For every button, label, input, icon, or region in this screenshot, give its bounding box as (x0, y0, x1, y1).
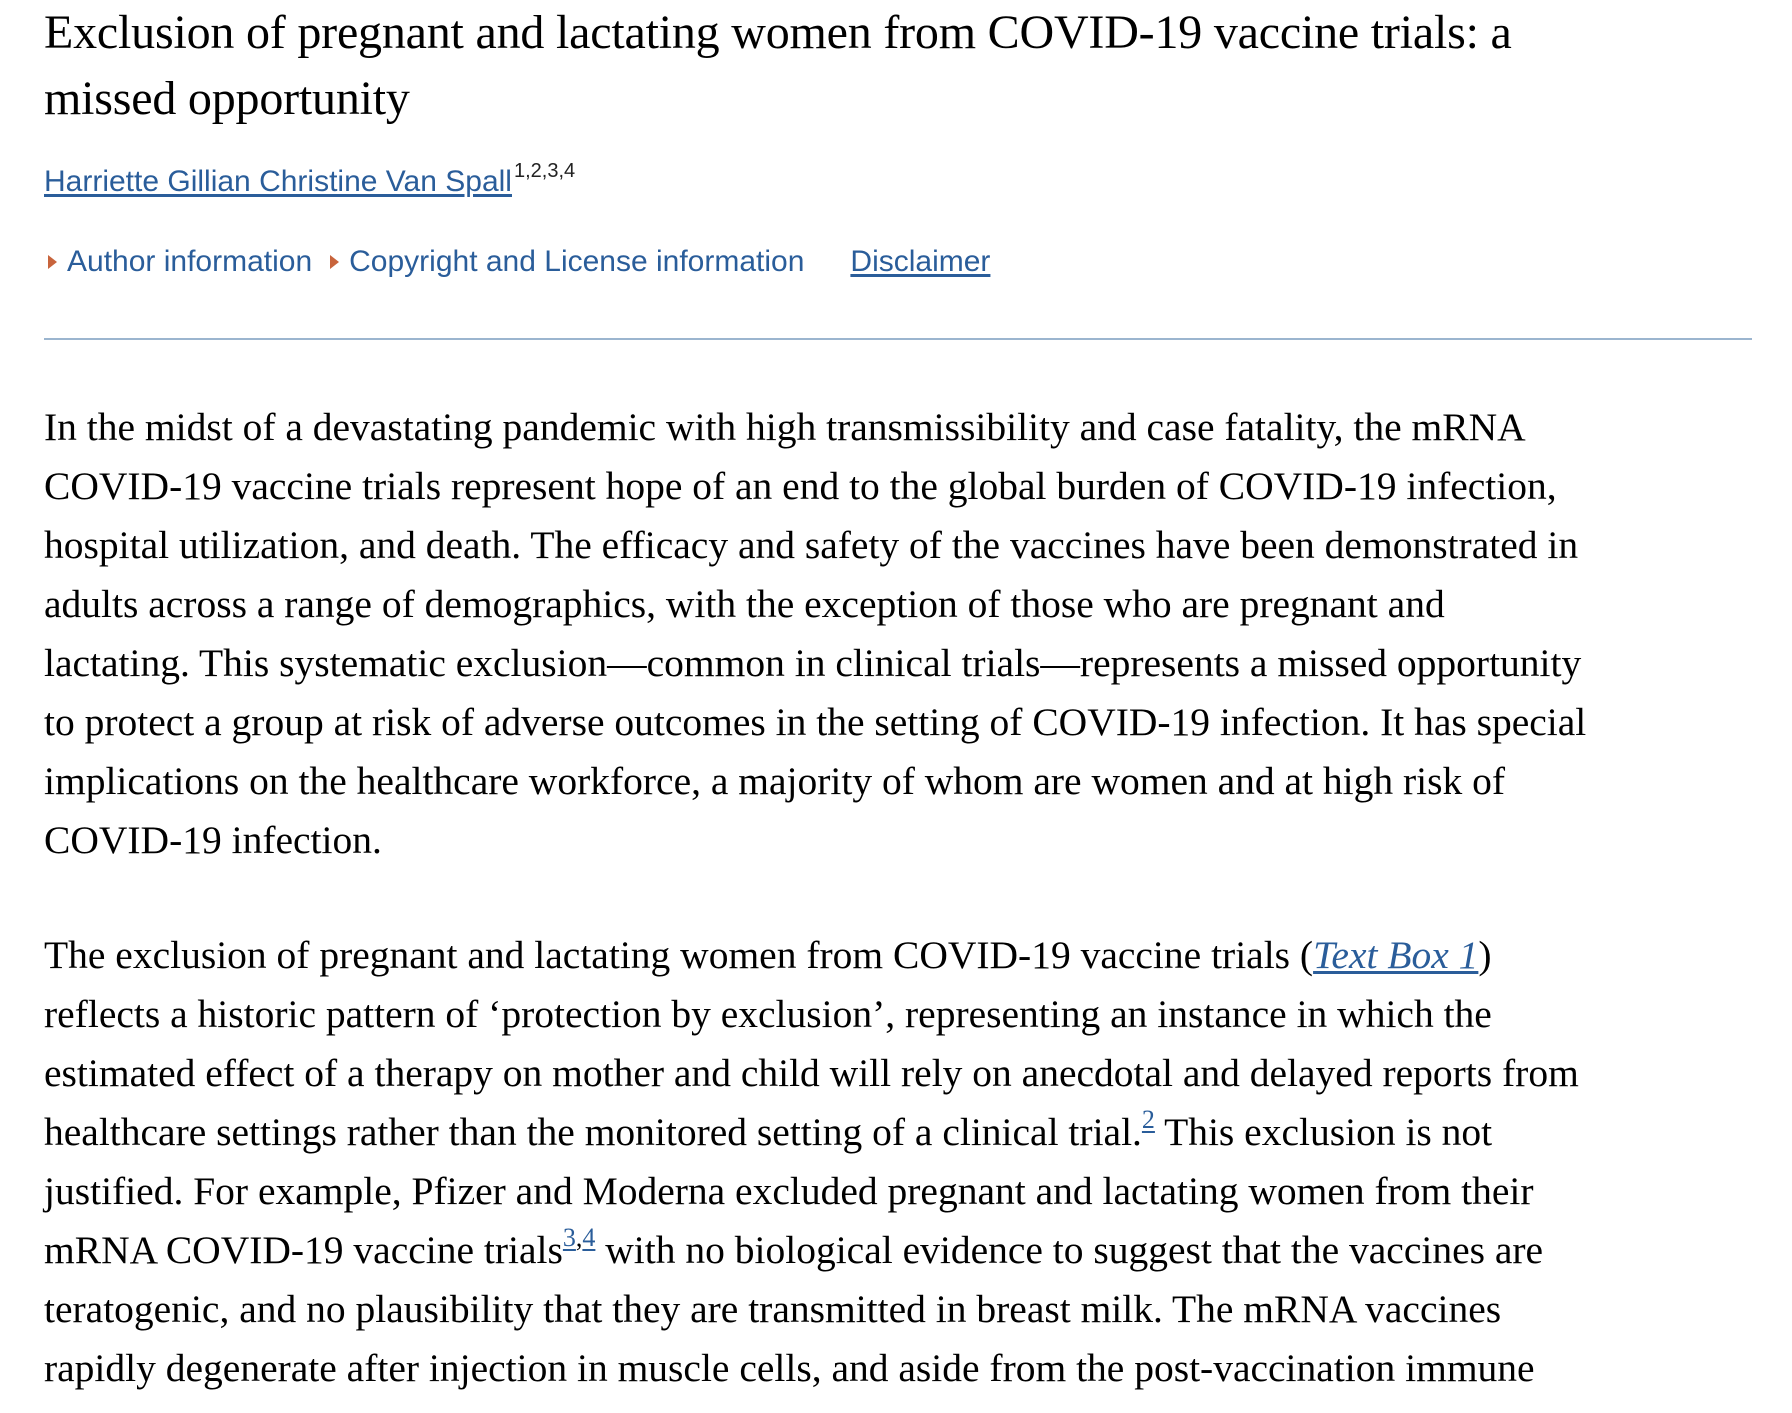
caret-right-icon (330, 255, 339, 269)
article-info-row (44, 242, 1752, 282)
paragraph-line: lactating. This systematic exclusion—common in clinical trials—represents a missed opportunity (44, 641, 1582, 685)
caret-right-icon (48, 255, 57, 269)
paragraph-line: to protect a group at risk of adverse outcomes in the setting of COVID-19 infection. It has special (44, 700, 1587, 744)
paragraph-line (44, 1103, 1752, 1162)
paragraph-line: adults across a range of demographics, with the exception of those who are pregnant and (44, 582, 1445, 626)
paragraph-line (44, 926, 1752, 985)
body-paragraph-2 (44, 926, 1752, 1398)
author-information-toggle[interactable] (44, 242, 312, 282)
disclaimer-link[interactable]: Disclaimer (850, 245, 991, 278)
author-affiliations: 1,2,3,4 (513, 160, 576, 182)
paragraph-line: hospital utilization, and death. The efficacy and safety of the vaccines have been demonstrated in (44, 523, 1579, 567)
article-page (44, 0, 1752, 1398)
paragraph-line: teratogenic, and no plausibility that they are transmitted in breast milk. The mRNA vaccines (44, 1287, 1502, 1331)
article-title (44, 0, 1752, 132)
reference-link-2[interactable]: 2 (1141, 1105, 1155, 1134)
reference-link-3[interactable]: 3 (562, 1223, 576, 1252)
paragraph-line (44, 1221, 1752, 1280)
author-information-label: Author information (67, 245, 313, 278)
author-link[interactable]: Harriette Gillian Christine Van Spall (44, 165, 512, 198)
copyright-license-label: Copyright and License information (349, 245, 805, 278)
paragraph-text: This exclusion is not (1154, 1110, 1493, 1154)
article-title-line-1: Exclusion of pregnant and lactating women from COVID-19 vaccine trials: a (44, 6, 1512, 59)
text-box-1-link[interactable]: Text Box 1 (1313, 933, 1479, 977)
paragraph-text: mRNA COVID-19 vaccine trials (44, 1228, 563, 1272)
paragraph-line: COVID-19 vaccine trials represent hope of an end to the global burden of COVID-19 infection, (44, 464, 1557, 508)
paragraph-text: The exclusion of pregnant and lactating women from COVID-19 vaccine trials ( (44, 933, 1314, 977)
reference-separator: , (575, 1223, 583, 1252)
paragraph-line: rapidly degenerate after injection in muscle cells, and aside from the post-vaccination immune (44, 1346, 1535, 1390)
reference-link-4[interactable]: 4 (582, 1223, 596, 1252)
article-title-line-2: missed opportunity (44, 72, 410, 125)
paragraph-line: implications on the healthcare workforce, a majority of whom are women and at high risk of (44, 759, 1506, 803)
paragraph-line: justified. For example, Pfizer and Moderna excluded pregnant and lactating women from their (44, 1169, 1534, 1213)
section-divider (44, 338, 1752, 340)
paragraph-line: estimated effect of a therapy on mother and child will rely on anecdotal and delayed reports from (44, 1051, 1579, 1095)
paragraph-text: healthcare settings rather than the monitored setting of a clinical trial. (44, 1110, 1142, 1154)
paragraph-text: with no biological evidence to suggest that the vaccines are (595, 1228, 1544, 1272)
paragraph-text: ) (1478, 933, 1492, 977)
paragraph-line: reflects a historic pattern of ‘protection by exclusion’, representing an instance in which the (44, 992, 1492, 1036)
paragraph-line: In the midst of a devastating pandemic with high transmissibility and case fatality, the mRNA (44, 405, 1526, 449)
body-paragraph-1 (44, 398, 1752, 870)
paragraph-line: COVID-19 infection. (44, 818, 382, 862)
author-list (44, 162, 1752, 202)
copyright-license-toggle[interactable] (326, 242, 804, 282)
